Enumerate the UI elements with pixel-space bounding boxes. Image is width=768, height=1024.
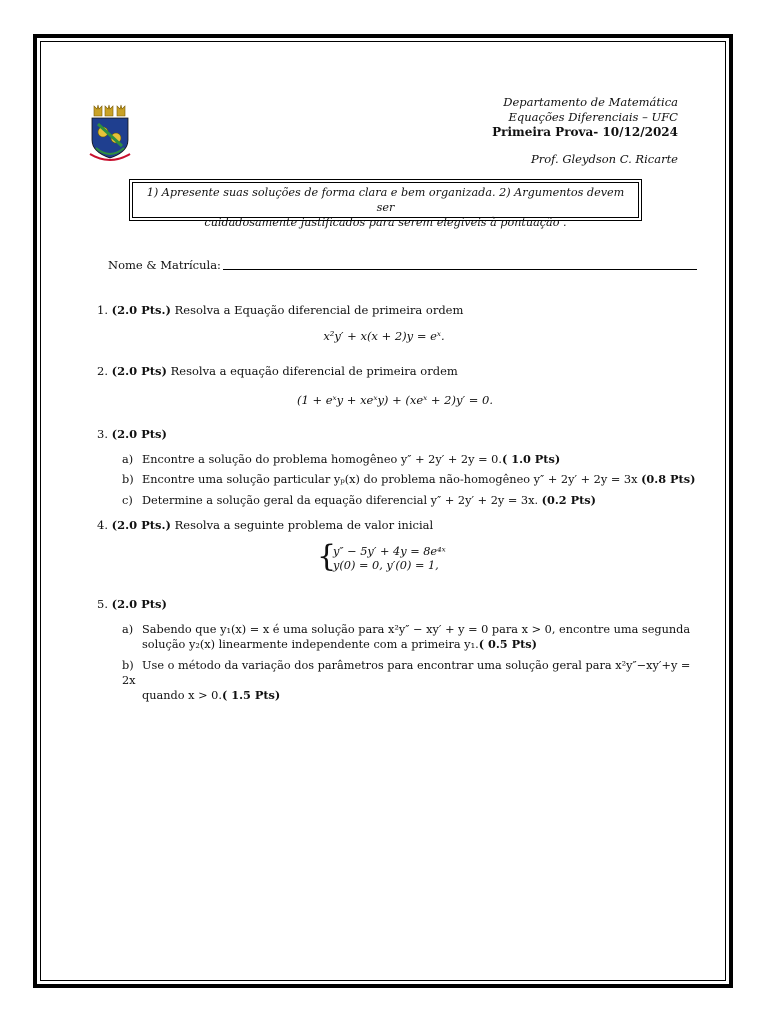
name-label: Nome & Matrícula: <box>108 258 221 272</box>
question-number: 2. <box>97 364 108 378</box>
question-5 <box>97 597 167 612</box>
header-block <box>492 95 678 167</box>
question-1 <box>97 303 463 318</box>
ufc-logo <box>88 102 132 164</box>
course-name: Equações Diferenciais – UFC <box>508 110 678 124</box>
question-4 <box>97 518 433 533</box>
question-points: (2.0 Pts) <box>111 597 167 611</box>
item-label: c) <box>122 494 133 507</box>
instructions-line-2: cuidadosamente justificados para serem elegíveis à pontuação . <box>204 216 567 229</box>
question-2-equation: (1 + eˣy + xeˣy) + (xeˣ + 2)y′ = 0. <box>296 393 494 407</box>
question-points: (2.0 Pts) <box>111 364 167 378</box>
item-text: Encontre a solução do problema homogêneo y″ + 2y′ + 2y = 0. <box>142 453 502 466</box>
item-points: ( 1.0 Pts) <box>501 452 561 466</box>
item-label: a) <box>122 453 134 466</box>
system-brace: { <box>317 539 337 574</box>
question-text: Resolva a equação diferencial de primeira ordem <box>166 364 458 378</box>
item-label: b) <box>122 659 134 672</box>
question-number: 5. <box>97 597 108 611</box>
item-text-cont: quando x > 0. <box>142 689 222 702</box>
question-points: (2.0 Pts.) <box>111 518 171 532</box>
department-name: Departamento de Matemática <box>503 95 678 109</box>
question-number: 4. <box>97 518 108 532</box>
question-3b <box>122 472 722 487</box>
item-label: b) <box>122 473 134 486</box>
item-text: Determine a solução geral da equação diferencial y″ + 2y′ + 2y = 3x. <box>142 494 542 507</box>
item-label: a) <box>122 623 134 636</box>
question-3c <box>122 493 692 508</box>
question-3a <box>122 452 692 467</box>
item-text: Use o método da variação dos parâmetros para encontrar uma solução geral para x²y″−xy′+y = 2x <box>122 659 691 687</box>
question-5b <box>122 658 692 703</box>
instructions-line-1: 1) Apresente suas soluções de forma clara e bem organizada. 2) Argumentos devem ser <box>146 186 625 214</box>
system-line-1: y″ − 5y′ + 4y = 8e⁴ˣ <box>333 545 446 558</box>
question-1-equation: x²y′ + x(x + 2)y = eˣ. <box>323 329 445 343</box>
question-5a <box>122 622 692 652</box>
professor-name: Prof. Gleydson C. Ricarte <box>531 152 678 166</box>
question-2 <box>97 364 458 379</box>
item-points: ( 0.5 Pts) <box>478 637 537 651</box>
question-points: (2.0 Pts) <box>111 427 167 441</box>
question-3 <box>97 427 167 442</box>
item-text-cont: solução y₂(x) linearmente independente com a primeira y₁. <box>142 638 479 651</box>
question-number: 3. <box>97 427 108 441</box>
question-number: 1. <box>97 303 108 317</box>
instructions-box <box>129 179 642 229</box>
question-4-system <box>317 539 446 574</box>
item-text: Encontre uma solução particular yₚ(x) do problema não-homogêneo y″ + 2y′ + 2y = 3x <box>142 473 642 486</box>
item-text: Sabendo que y₁(x) = x é uma solução para x²y″ − xy′ + y = 0 para x > 0, encontre uma segunda <box>142 623 691 636</box>
item-points: ( 1.5 Pts) <box>221 688 281 702</box>
question-text: Resolva a Equação diferencial de primeira ordem <box>170 303 464 317</box>
question-text: Resolva a seguinte problema de valor inicial <box>170 518 434 532</box>
item-points: (0.8 Pts) <box>641 472 696 486</box>
name-input-line[interactable] <box>223 269 697 270</box>
question-points: (2.0 Pts.) <box>111 303 171 317</box>
system-line-2: y(0) = 0, y′(0) = 1, <box>333 559 439 572</box>
item-points: (0.2 Pts) <box>541 493 597 507</box>
exam-title: Primeira Prova- 10/12/2024 <box>492 125 678 139</box>
